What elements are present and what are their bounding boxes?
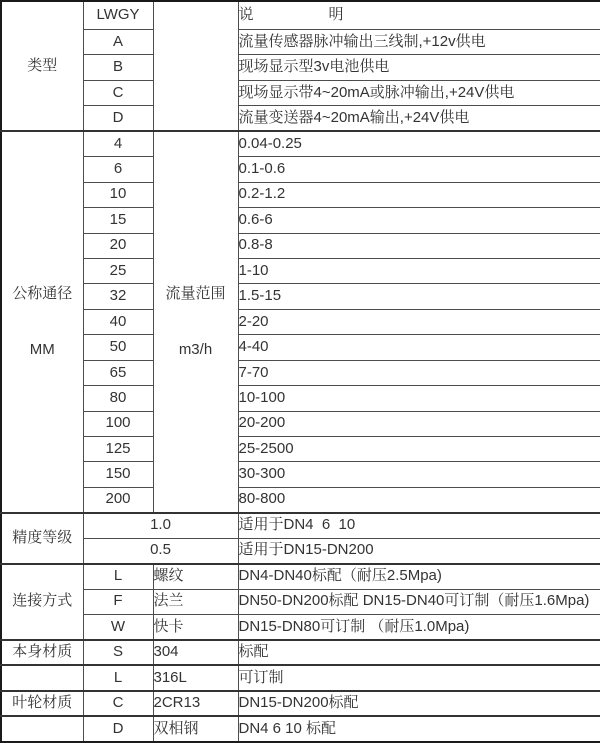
diameter-label-line2: MM [29,340,55,358]
body-material-row [1,640,600,665]
type-desc-cell: 流量变送器4~20mA输出,+24V供电 [238,106,600,131]
type-desc-cell: 现场显示型3v电池供电 [238,55,600,80]
impeller-code-cell: D [83,716,153,742]
header-row [1,1,600,30]
connection-desc-cell: DN50-DN200标配 DN15-DN40可订制（耐压1.6Mpa) [238,589,600,614]
diameter-row [1,411,600,436]
accuracy-value-cell: 0.5 [83,538,238,563]
dn-cell: 20 [83,233,153,258]
impeller-material-row [1,665,600,690]
flow-range-cell: 80-800 [238,487,600,512]
type-spacer-cell [153,1,238,131]
dn-cell: 10 [83,182,153,207]
type-code-cell: A [83,30,153,55]
impeller-name-cell: 2CR13 [153,691,238,716]
flow-range-cell: 20-200 [238,411,600,436]
diameter-section-label [1,131,83,513]
type-row [1,55,600,80]
diameter-row [1,487,600,512]
flow-range-cell: 0.1-0.6 [238,157,600,182]
connection-row [1,589,600,614]
type-code-cell: B [83,55,153,80]
flow-range-cell: 7-70 [238,360,600,385]
flow-range-cell: 0.6-6 [238,208,600,233]
connection-row [1,564,600,589]
flow-range-cell: 25-2500 [238,437,600,462]
diameter-label-line1: 公称通径 [12,284,73,302]
impeller-desc-cell: DN4 6 10 标配 [238,716,600,742]
impeller-desc-cell: 可订制 [238,665,600,690]
diameter-row [1,157,600,182]
diameter-row [1,360,600,385]
body-material-desc-cell: 标配 [238,640,600,665]
dn-cell: 150 [83,462,153,487]
diameter-row [1,233,600,258]
type-section-label: 类型 [1,1,83,131]
flow-range-cell: 0.2-1.2 [238,182,600,207]
connection-code-cell: L [83,564,153,589]
impeller-name-cell: 双相钢 [153,716,238,742]
type-row [1,30,600,55]
type-row [1,106,600,131]
connection-code-cell: F [83,589,153,614]
dn-cell: 15 [83,208,153,233]
body-material-section-label: 本身材质 [1,640,83,665]
connection-code-cell: W [83,615,153,640]
connection-row [1,615,600,640]
diameter-row [1,309,600,334]
flow-label-line2: m3/h [178,340,213,358]
flow-range-cell: 0.8-8 [238,233,600,258]
flow-label-line1: 流量范围 [165,284,226,302]
impeller-material-row [1,691,600,716]
flow-range-cell: 4-40 [238,335,600,360]
impeller-code-cell: C [83,691,153,716]
flow-range-cell: 30-300 [238,462,600,487]
dn-cell: 6 [83,157,153,182]
diameter-row [1,258,600,283]
dn-cell: 80 [83,386,153,411]
flow-range-cell: 1-10 [238,258,600,283]
dn-cell: 50 [83,335,153,360]
impeller-material-section-label: 叶轮材质 [1,691,83,716]
dn-cell: 65 [83,360,153,385]
connection-desc-cell: DN15-DN80可订制 （耐压1.0Mpa) [238,615,600,640]
diameter-row [1,335,600,360]
diameter-row [1,284,600,309]
dn-cell: 125 [83,437,153,462]
accuracy-row [1,513,600,538]
description-header-cell: 说 明 [238,1,600,30]
diameter-row [1,462,600,487]
dn-cell: 40 [83,309,153,334]
dn-cell: 200 [83,487,153,512]
impeller-label-empty-cell [1,665,83,690]
impeller-code-cell: L [83,665,153,690]
connection-desc-cell: DN4-DN40标配（耐压2.5Mpa) [238,564,600,589]
impeller-material-row [1,716,600,742]
body-material-code-cell: S [83,640,153,665]
dn-cell: 32 [83,284,153,309]
type-code-cell: D [83,106,153,131]
flow-range-cell: 0.04-0.25 [238,131,600,156]
accuracy-desc-cell: 适用于DN4 6 10 [238,513,600,538]
type-desc-cell: 流量传感器脉冲输出三线制,+12v供电 [238,30,600,55]
accuracy-desc-cell: 适用于DN15-DN200 [238,538,600,563]
accuracy-section-label: 精度等级 [1,513,83,564]
accuracy-row [1,538,600,563]
body-material-name-cell: 304 [153,640,238,665]
type-code-cell: C [83,80,153,105]
diameter-row [1,182,600,207]
diameter-row [1,437,600,462]
connection-name-cell: 快卡 [153,615,238,640]
type-row [1,80,600,105]
diameter-row [1,131,600,156]
model-cell: LWGY [83,1,153,30]
impeller-desc-cell: DN15-DN200标配 [238,691,600,716]
connection-section-label: 连接方式 [1,564,83,640]
connection-name-cell: 螺纹 [153,564,238,589]
flow-range-cell: 2-20 [238,309,600,334]
connection-name-cell: 法兰 [153,589,238,614]
diameter-row [1,208,600,233]
accuracy-value-cell: 1.0 [83,513,238,538]
impeller-label-empty-cell [1,716,83,742]
dn-cell: 4 [83,131,153,156]
dn-cell: 25 [83,258,153,283]
flow-range-cell: 10-100 [238,386,600,411]
flow-range-cell: 1.5-15 [238,284,600,309]
dn-cell: 100 [83,411,153,436]
impeller-name-cell: 316L [153,665,238,690]
flow-range-label [153,131,238,513]
type-desc-cell: 现场显示带4~20mA或脉冲输出,+24V供电 [238,80,600,105]
diameter-row [1,386,600,411]
